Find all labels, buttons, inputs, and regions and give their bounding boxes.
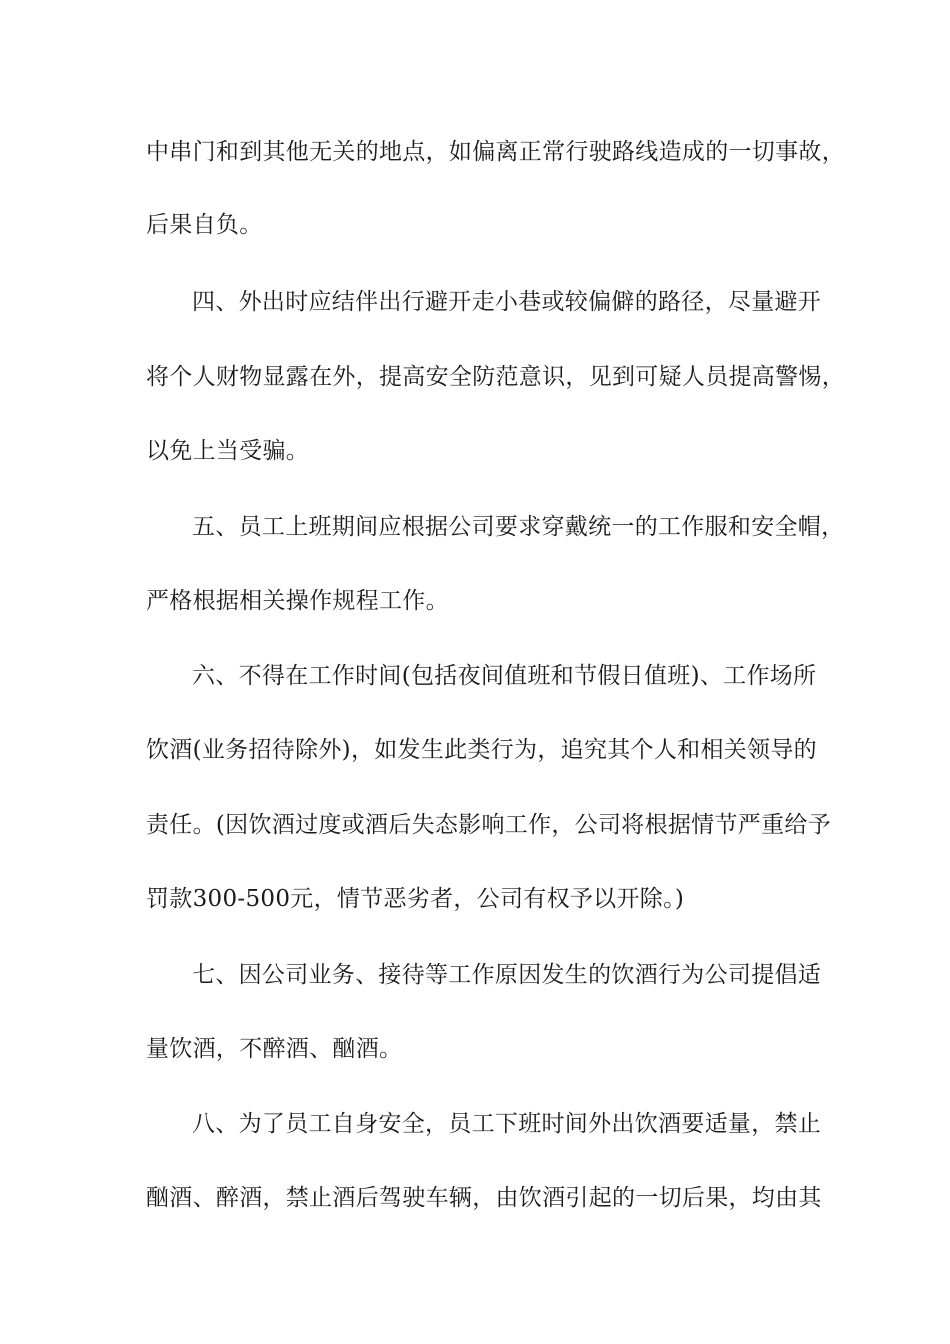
text-line-2: 后果自负。 [146,212,263,238]
paragraph-4-line-2: 将个人财物显露在外，提高安全防范意识，见到可疑人员提高警惕， [146,364,845,390]
text-line-1: 中串门和到其他无关的地点，如偏离正常行驶路线造成的一切事故， [146,139,845,165]
paragraph-7-line-1: 七、因公司业务、接待等工作原因发生的饮酒行为公司提倡适 [192,962,822,988]
paragraph-6-line-2: 饮酒(业务招待除外)，如发生此类行为，追究其个人和相关领导的 [146,737,817,763]
paragraph-5-line-2: 严格根据相关操作规程工作。 [146,588,449,614]
paragraph-4-line-1: 四、外出时应结伴出行避开走小巷或较偏僻的路径，尽量避开 [192,289,822,315]
paragraph-5-line-1: 五、员工上班期间应根据公司要求穿戴统一的工作服和安全帽， [192,514,845,540]
paragraph-4-line-3: 以免上当受骗。 [146,438,310,464]
paragraph-8-line-1: 八、为了员工自身安全，员工下班时间外出饮酒要适量，禁止 [192,1111,822,1137]
paragraph-6-line-1: 六、不得在工作时间(包括夜间值班和节假日值班)、工作场所 [192,663,817,689]
paragraph-6-line-3: 责任。(因饮酒过度或酒后失态影响工作，公司将根据情节严重给予 [146,812,831,838]
paragraph-7-line-2: 量饮酒，不醉酒、酗酒。 [146,1036,403,1062]
paragraph-6-line-4: 罚款300-500元，情节恶劣者，公司有权予以开除。) [146,886,685,912]
paragraph-8-line-2: 酗酒、醉酒，禁止酒后驾驶车辆，由饮酒引起的一切后果，均由其 [146,1185,822,1211]
